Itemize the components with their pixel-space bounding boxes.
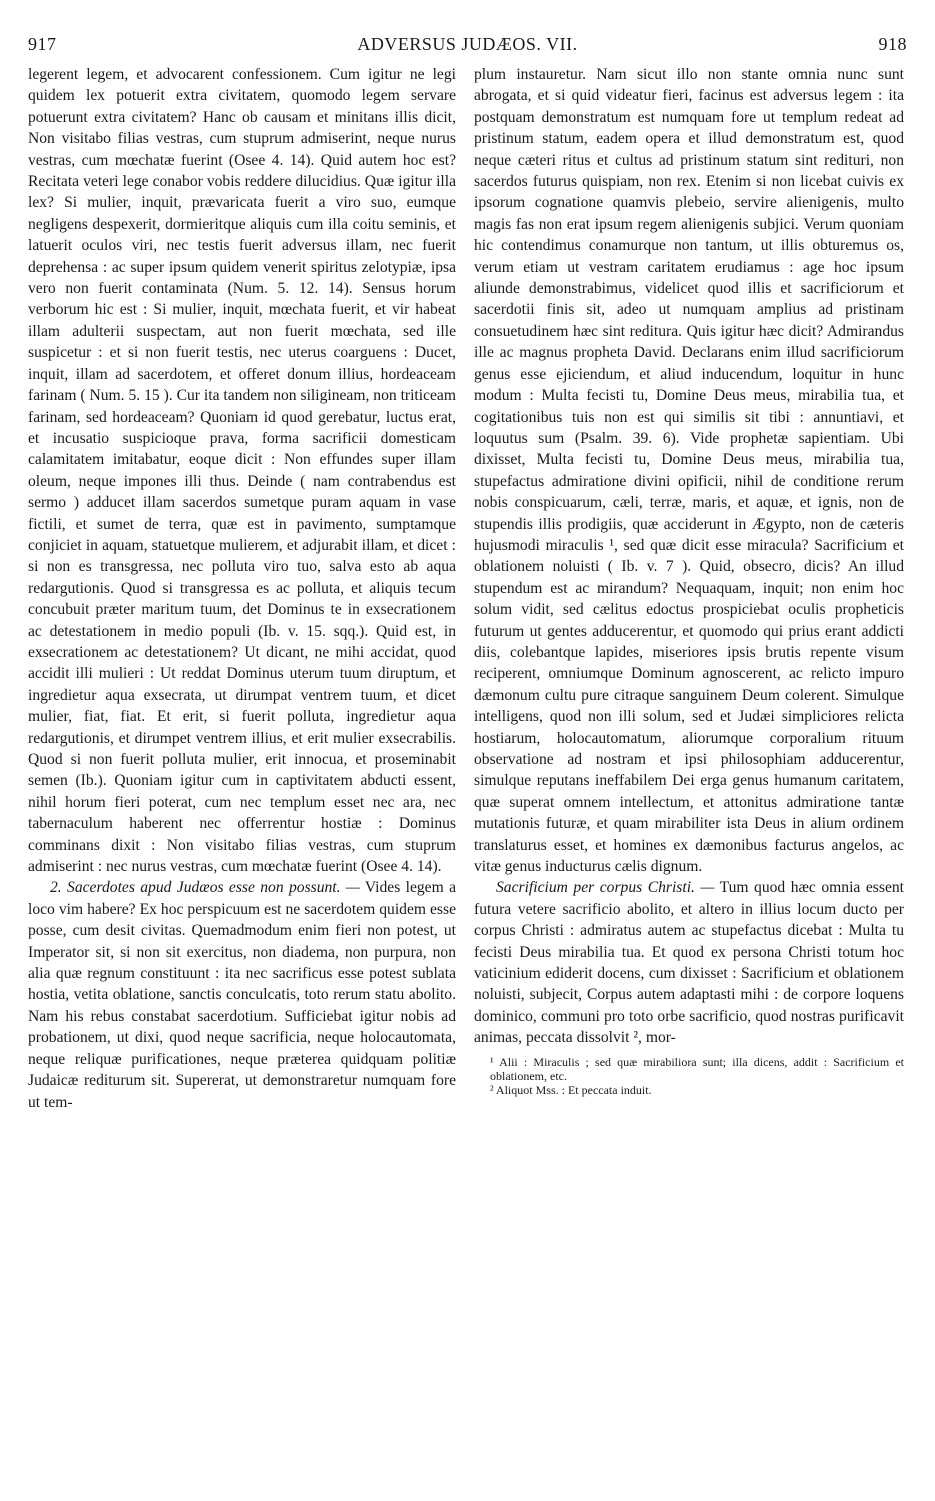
section-heading-sacrificium: Sacrificium per corpus Christi. — xyxy=(496,879,715,897)
page-number-right: 918 xyxy=(878,34,907,54)
page-number-left: 917 xyxy=(28,34,57,54)
left-paragraph-2 xyxy=(28,877,456,1112)
left-column xyxy=(28,64,456,1113)
right-column xyxy=(474,64,904,1097)
right-paragraph-1: plum instauretur. Nam sicut illo non stante omnia nunc sunt abrogata, et si quid videatur fieri, facinus est adversus legem : ita postquam demonstratum est numquam fore ut templum redeat ad pristinum statum, eadem opera et illud demonstratum est, quod neque cæteri ritus et cultus ad pristinum statum sint redituri, non sacerdos futurus quispiam, non rex. Etenim si non licebat cuivis ex ipsorum cognatione quamvis plebeio, servire alienigenis, multo magis fas non erat ipsum regem alienigenis subjici. Verum quoniam hic contendimus conamurque non tantum, ut illis obturemus os, verum etiam ut vestram caritatem erudiamus : age hoc ipsum aliunde demonstrabimus, videlicet quod illis et sacrificiorum et sacerdotii finis sit, adeo ut numquam amplius ad pristinam consuetudinem hæc sint reditura. Quis igitur hæc dicit? Admirandus ille ac magnus propheta David. Declarans enim illud sacrificiorum genus esse ejiciendum, et aliud inducendum, loquitur in hunc modum : Multa fecisti tu, Domine Deus meus, mirabilia tua, et cogitationibus tuis non est qui similis sit tibi : annuntiavi, et loquutus sum (Psalm. 39. 6). Vide prophetæ sapientiam. Ubi dixisset, Multa fecisti tu, Domine Deus meus, mirabilia tua, stupefactus admiratione divini opificii, nihil de conditione rerum nobis conspicuarum, cæli, terræ, maris, et aquæ, et ignis, non de stupendis illis prodigiis, quæ acciderunt in Ægypto, non de cæteris hujusmodi miraculis ¹, sed quæ dicit esse miracula? Sacrificium et oblationem noluisti ( Ib. v. 7 ). Quid, obsecro, dicis? An illud stupendum est ac mirandum? Nequaquam, inquit; non enim hoc solum vidit, sed cælitus edoctus prospiciebat oculis propheticis futurum ut gentes adducerentur, et quomodo qui prius erant addicti diis, colebantque lapides, miseriores ipsis brutis repente visum reciperent, omniumque Dominum agnoscerent, ac relicto impuro dæmonum cultu pure citraque sanguinem Deum colerent. Simulque intelligens, quod non illi solum, sed et Judæi simpliciores relicta hostiarum, holocautomatum, aliorumque corporalium rituum observatione ad nostram et ipsi philosophiam adducerentur, simulque reputans ineffabilem Dei erga genus humanum caritatem, quæ superat omnem intellectum, et attonitus admiratione tantæ mutationis futuræ, et quam mirabiliter ista Deus in alium ordinem translaturus esset, et homines ex dæmonibus facturus angelos, ac vitæ genus inducturus cælis dignum. xyxy=(474,66,904,876)
footnote-1: ¹ Alii : Miraculis ; sed quæ mirabiliora sunt; illa dicens, addit : Sacrificium et oblationem, etc. xyxy=(490,1054,904,1083)
running-title: ADVERSUS JUDÆOS. VII. xyxy=(357,34,578,54)
running-header xyxy=(28,34,907,62)
footnotes xyxy=(474,1053,904,1097)
footnote-2: ² Aliquot Mss. : Et peccata induit. xyxy=(490,1082,652,1097)
right-paragraph-2-body: Tum quod hæc omnia essent futura vetere sacrificio abolito, et altero in illius locum ducto per corpus Christi : admiratus autem ac stupefactus dicebat : Multa tu fecisti Deus mirabilia tua. Et quod ex persona Christi totum hoc vaticinium ediderit docens, cum dixisset : Sacrificium et oblationem noluisti, subjecit, Corpus autem adaptasti mihi : de corpore loquens dominico, communi pro toto orbe sacrificio, quod nostras purificavit animas, peccata dissolvit ², mor- xyxy=(474,879,904,1047)
right-paragraph-2 xyxy=(474,877,904,1048)
left-paragraph-1: legerent legem, et advocarent confessionem. Cum igitur ne legi quidem lex potuerit extra civitatem, quomodo legem servare potuerunt extra civitatem? Hanc ob causam et minitans illis dicit, Non visitabo filias vestras, cum stuprum admiserint, neque nurus vestras, cum mœchatæ fuerint (Osee 4. 14). Quid autem hoc est? Recitata veteri lege conabor vobis reddere dilucidius. Quæ igitur illa lex? Si mulier, inquit, prævaricata fuerit a viro suo, eumque negligens despexerit, dormieritque aliquis cum illa coitu seminis, et latuerit oculos viri, nec testis fuerit adversus illam, nec fuerit deprehensa : ac super ipsum quidem venerit spiritus zelotypiæ, ipsa vero non fuerit contaminata (Num. 5. 12. 14). Sensus horum verborum hic est : Si mulier, inquit, mœchata fuerit, et vir habeat illam adulterii suspectam, aut non fuerit mœchata, sed ille suspicetur : et si non fuerit testis, nec uterus coarguens : Ducet, inquit, illam ad sacerdotem, et offeret donum illius, hordeaceam farinam ( Num. 5. 15 ). Cur ita tandem non siligineam, non triticeam farinam, sed hordeaceam? Quoniam id quod gerebatur, luctus erat, et incusatio suspicioque prava, forma sacrificii domesticam calamitatem imitabatur, eoque dicit : Non effundes super illam oleum, neque impones illi thus. Deinde ( nam contrabendus est sermo ) adducet illam sacerdos sumetque puram aquam in vase fictili, et sumet de terra, quæ est in pavimento, sumptamque conjiciet in aquam, statuetque mulierem, et adjurabit illam, et dicet : si non es transgressa, nec polluta viro tuo, salva esto ab aqua redargutionis. Quod si transgressa es ac polluta, et aliquis tecum concubuit præter maritum tuum, det Dominus te in exsecrationem ac detestationem in medio populi (Ib. v. 15. sqq.). Quid est, in exsecrationem ac detestationem? Ut dicant, ne mihi accidat, quod accidit illi mulieri : Ut reddat Dominus uterum tuum diruptum, et ingredietur aqua exsecrata, ut dirumpat ventrem tuum, et dicet mulier, fiat, fiat. Et erit, si fuerit polluta, ingredietur aqua redargutionis, et dirumpet ventrem illius, et erit mulier exsecrabilis. Quod si non fuerit polluta mulier, erit innocua, et proseminabit semen (Ib.). Quoniam igitur cum in captivitatem abducti essent, nihil horum fieri poterat, cum nec templum esset nec ara, nec tabernaculum haberent nec offerrentur hostiæ : Dominus comminans dixit : Non visitabo filias vestras, cum stuprum admiserint : nec nurus vestras, cum mœchatæ fuerint (Osee 4. 14). xyxy=(28,66,456,876)
left-paragraph-2-body: Vides legem a loco vim habere? Ex hoc perspicuum est ne sacerdotem quidem esse posse, cum desit civitas. Quemadmodum enim fieri non potest, ut Imperator sit, si non sit exercitus, non diadema, non purpura, non alia quæ regnum constituunt : ita nec sacrificus esse potest sublata hostia, vetita oblatione, sanctis conculcatis, toto rerum statu abolito. Nam his rebus constabat sacerdotium. Sufficiebat igitur nobis ad probationem, ut dixi, quod neque sacrificia, neque holocautomata, neque reliquæ purificationes, neque præterea quidquam politiæ Judaicæ rediturum sit. Supererat, ut demonstraretur numquam fore ut tem- xyxy=(28,879,456,1111)
section-heading-sacerdotes: 2. Sacerdotes apud Judæos esse non possunt. — xyxy=(50,879,360,897)
